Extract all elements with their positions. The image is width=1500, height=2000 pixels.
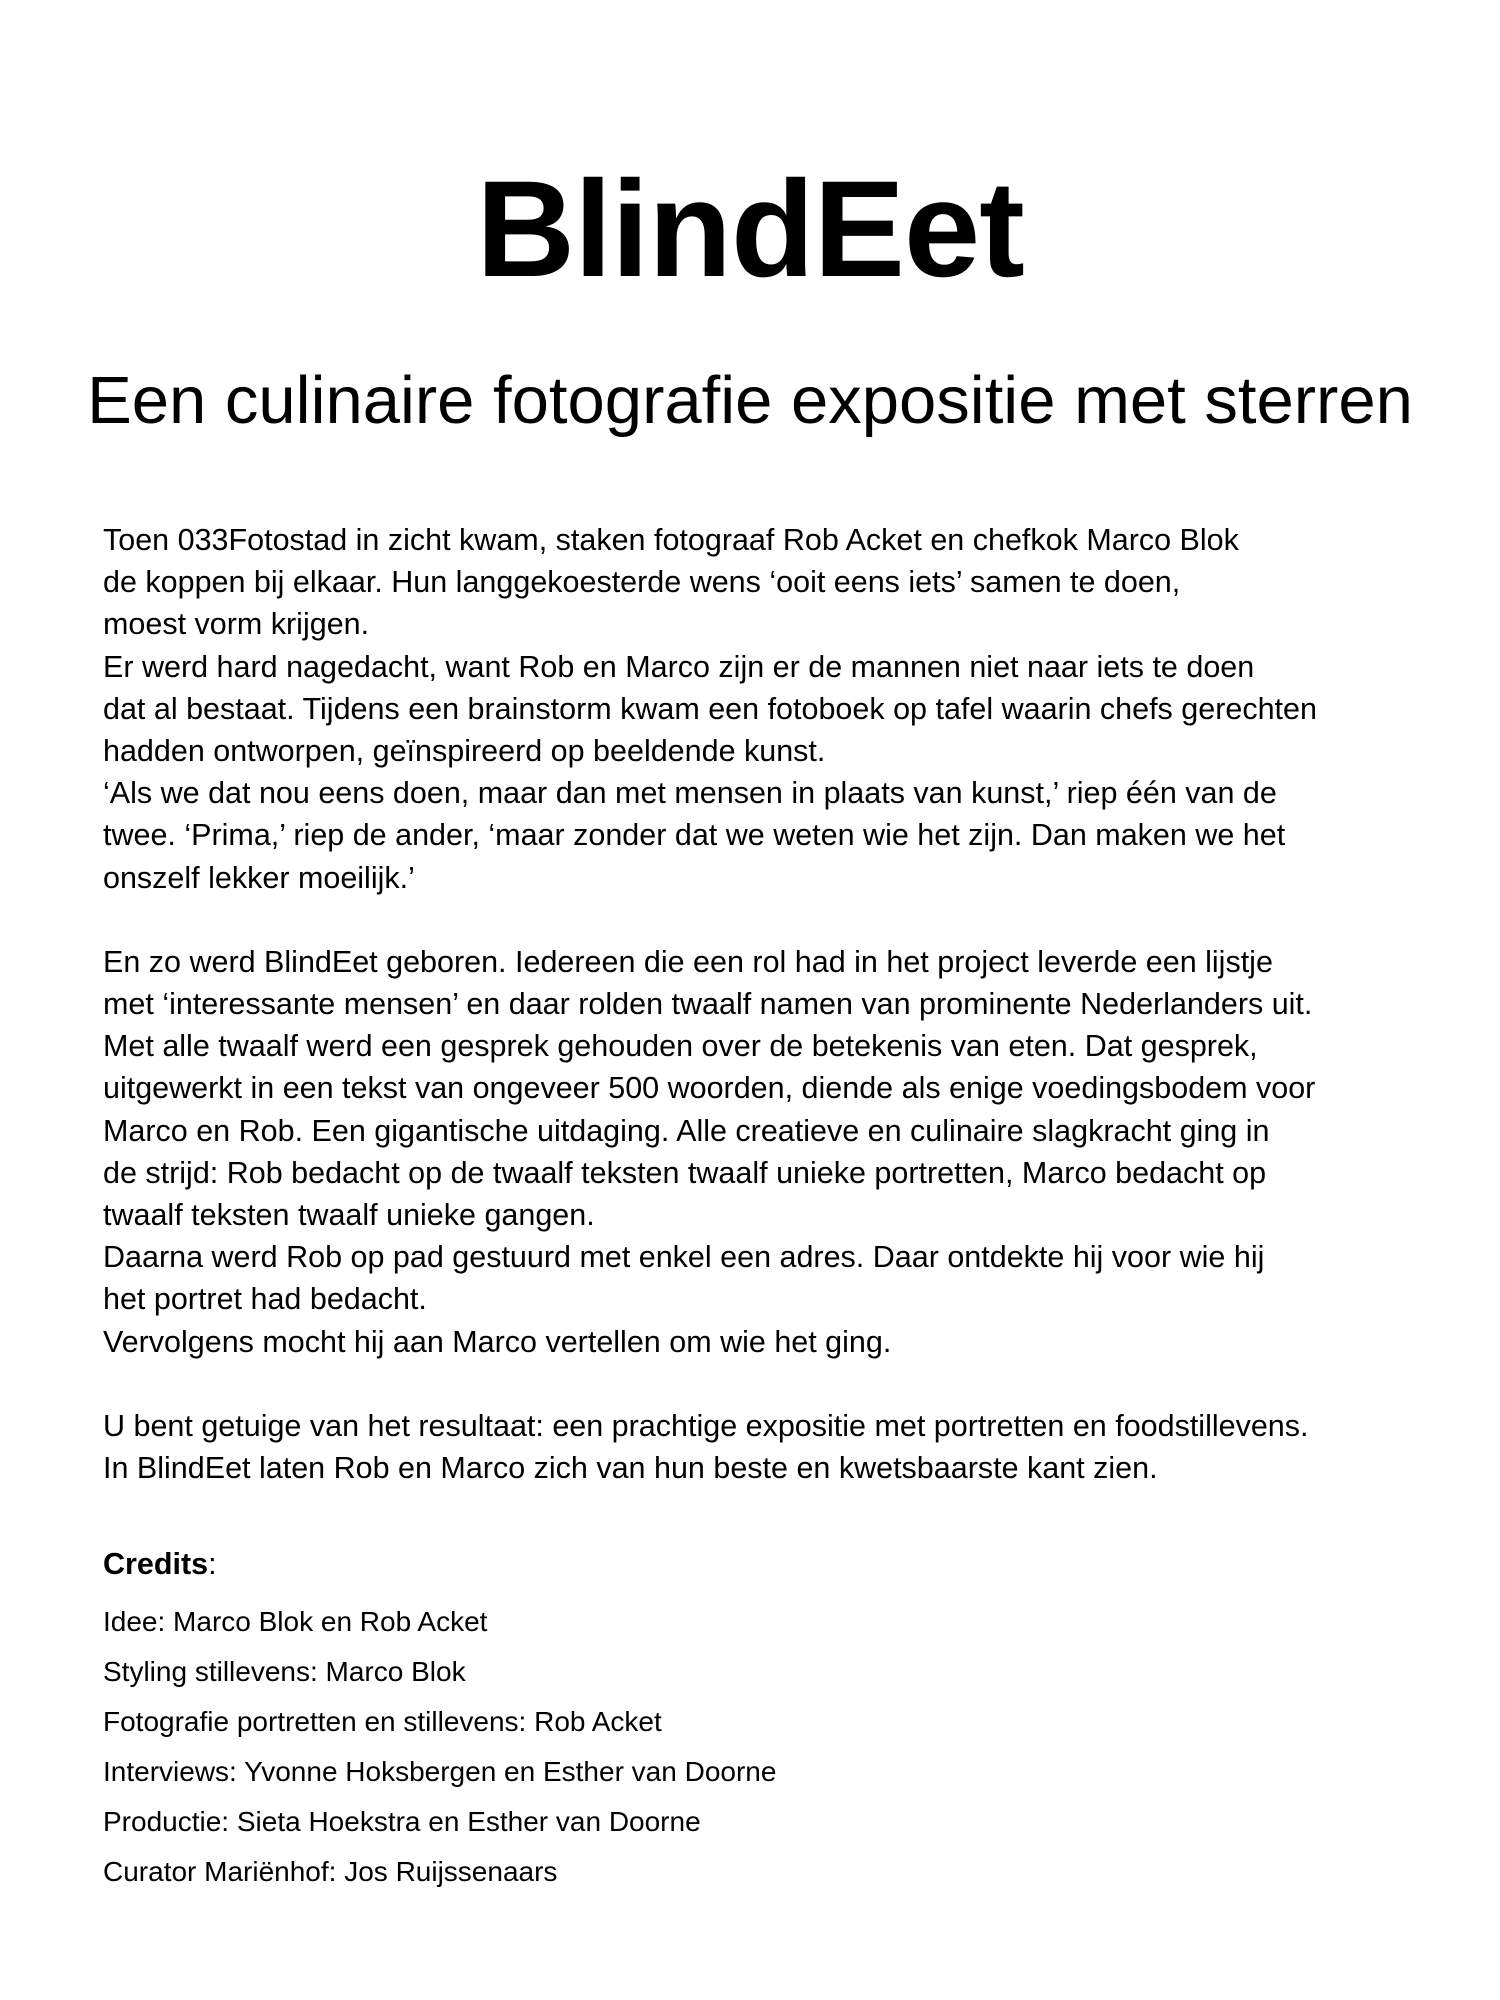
paragraph-gap xyxy=(103,899,1500,941)
paragraph-1-line: hadden ontworpen, geïnspireerd op beeldende kunst. xyxy=(103,733,826,768)
paragraph-1-line: de koppen bij elkaar. Hun langgekoesterde wens ‘ooit eens iets’ samen te doen, xyxy=(103,565,1181,600)
paragraph-2-line: twaalf teksten twaalf unieke gangen. xyxy=(103,1198,595,1232)
credits-heading-label: Credits xyxy=(103,1547,209,1581)
paragraph-3-line: U bent getuige van het resultaat: een prachtige expositie met portretten en foodstillevens. xyxy=(103,1408,1309,1443)
paragraph-gap xyxy=(103,1363,1500,1405)
paragraph-2-line: uitgewerkt in een tekst van ongeveer 500 woorden, diende als enige voedingsbodem voor xyxy=(103,1071,1316,1106)
paragraph-2-line: Marco en Rob. Een gigantische uitdaging. Alle creatieve en culinaire slagkracht ging in xyxy=(103,1113,1270,1148)
paragraph-2-line: Vervolgens mocht hij aan Marco vertellen om wie het ging. xyxy=(103,1324,892,1359)
credit-item: Productie: Sieta Hoekstra en Esther van Doorne xyxy=(103,1806,701,1837)
paragraph-2-line: Met alle twaalf werd een gesprek gehouden over de betekenis van eten. Dat gesprek, xyxy=(103,1029,1258,1064)
paragraph-1-line: moest vorm krijgen. xyxy=(103,607,370,642)
paragraph-2-line: Daarna werd Rob op pad gestuurd met enkel een adres. Daar ontdekte hij voor wie hij xyxy=(103,1240,1265,1275)
paragraph-1-line: dat al bestaat. Tijdens een brainstorm kwam een fotoboek op tafel waarin chefs gerechten xyxy=(103,691,1317,726)
credit-item: Styling stillevens: Marco Blok xyxy=(103,1656,466,1687)
paragraph-2-line: de strijd: Rob bedacht op de twaalf teksten twaalf unieke portretten, Marco bedacht op xyxy=(103,1155,1267,1190)
body-text xyxy=(103,519,1500,1489)
credits-heading xyxy=(103,1543,217,1585)
paragraph-1-line: ‘Als we dat nou eens doen, maar dan met mensen in plaats van kunst,’ riep één van de xyxy=(103,776,1277,811)
credits-list xyxy=(103,1597,776,1897)
page-subtitle: Een culinaire fotografie expositie met sterren xyxy=(87,363,1413,438)
paragraph-3-line: In BlindEet laten Rob en Marco zich van hun beste en kwetsbaarste kant zien. xyxy=(103,1451,1158,1486)
credit-item: Idee: Marco Blok en Rob Acket xyxy=(103,1606,488,1637)
paragraph-2-line: met ‘interessante mensen’ en daar rolden twaalf namen van prominente Nederlanders uit. xyxy=(103,987,1313,1022)
credit-item: Interviews: Yvonne Hoksbergen en Esther van Doorne xyxy=(103,1756,777,1787)
page-title: BlindEet xyxy=(476,153,1024,306)
paragraph-1-line: onszelf lekker moeilijk.’ xyxy=(103,860,415,895)
paragraph-2-line: het portret had bedacht. xyxy=(103,1282,427,1317)
paragraph-1-line: twee. ‘Prima,’ riep de ander, ‘maar zonder dat we weten wie het zijn. Dan maken we het xyxy=(103,818,1286,853)
credit-item: Curator Mariënhof: Jos Ruijssenaars xyxy=(103,1856,558,1887)
credits-heading-colon: : xyxy=(208,1547,217,1581)
credit-item: Fotografie portretten en stillevens: Rob Acket xyxy=(103,1706,662,1737)
paragraph-1-line: Er werd hard nagedacht, want Rob en Marco zijn er de mannen niet naar iets te doen xyxy=(103,649,1255,684)
paragraph-1-line: Toen 033Fotostad in zicht kwam, staken fotograaf Rob Acket en chefkok Marco Blok xyxy=(103,523,1239,557)
paragraph-2-line: En zo werd BlindEet geboren. Iedereen die een rol had in het project leverde een lijstje xyxy=(103,944,1273,979)
